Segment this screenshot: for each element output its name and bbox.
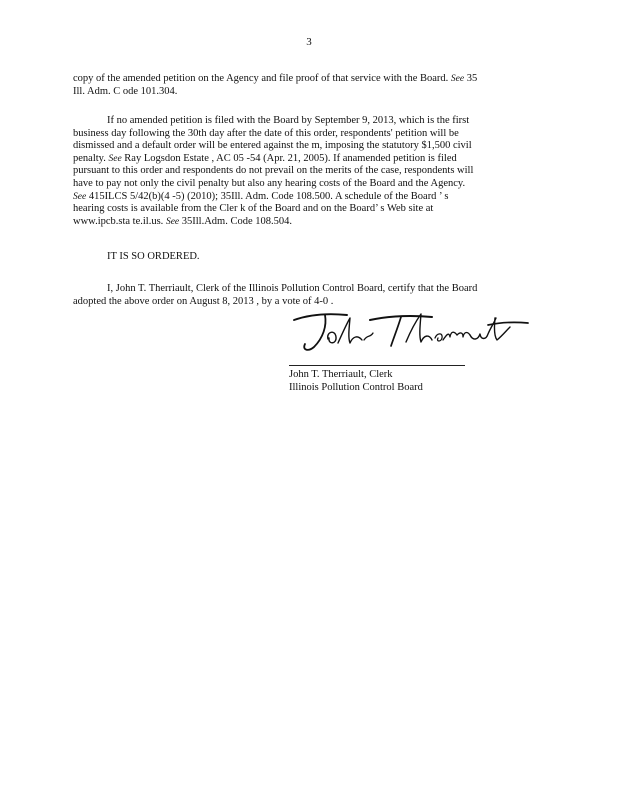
paragraph-line: pursuant to this order and respondents do not prevail on the merits of the case, respondents will: [73, 165, 474, 177]
paragraph-amended-petition: [73, 115, 528, 228]
paragraph-line: business day following the 30th day after the date of this order, respondents' petition will be: [73, 127, 459, 139]
ordered-text: IT IS SO ORDERED.: [107, 251, 200, 262]
paragraph-line: hearing costs is available from the Cler k of the Board and on the Board’ s Web site at: [73, 203, 434, 215]
paragraph-line: If no amended petition is filed with the Board by September 9, 2013, which is the first: [107, 115, 470, 126]
paragraph-service: [73, 73, 528, 98]
clerk-certification: [73, 283, 528, 308]
paragraph-line: See 415ILCS 5/42(b)(4 -5) (2010); 35Ill. Adm. Code 108.500. A schedule of the Board ’ s: [73, 190, 449, 202]
see-citation: See: [73, 191, 87, 202]
certification-line: I, John T. Therriault, Clerk of the Illinois Pollution Control Board, certify that the Board: [107, 283, 478, 294]
paragraph-line: Ill. Adm. C ode 101.304.: [73, 85, 178, 97]
clerk-name: John T. Therriault, Clerk: [289, 369, 393, 380]
certification-line: adopted the above order on August 8, 2013 , by a vote of 4-0 .: [73, 295, 334, 307]
page-number: 3: [306, 36, 312, 48]
see-citation: See: [165, 216, 180, 227]
paragraph-line: copy of the amended petition on the Agency and file proof of that service with the Board. See 35: [73, 73, 478, 84]
paragraph-line: penalty. See Ray Logsdon Estate , AC 05 -54 (Apr. 21, 2005). If anamended petition is filed: [73, 152, 457, 164]
paragraph-line: www.ipcb.sta te.il.us. See 35Ill.Adm. Code 108.504.: [73, 215, 292, 227]
paragraph-line: have to pay not only the civil penalty but also any hearing costs of the Board and the Agency.: [73, 177, 466, 189]
clerk-signature: [292, 307, 530, 355]
signature-line: [289, 365, 465, 366]
paragraph-line: dismissed and a default order will be entered against the m, imposing the statutory $1,500 civil: [73, 140, 472, 152]
signature-caption: [289, 369, 423, 394]
board-name: Illinois Pollution Control Board: [289, 381, 423, 393]
see-citation: See: [450, 74, 465, 84]
ordered-statement: [73, 251, 528, 264]
see-citation: See: [108, 153, 122, 164]
